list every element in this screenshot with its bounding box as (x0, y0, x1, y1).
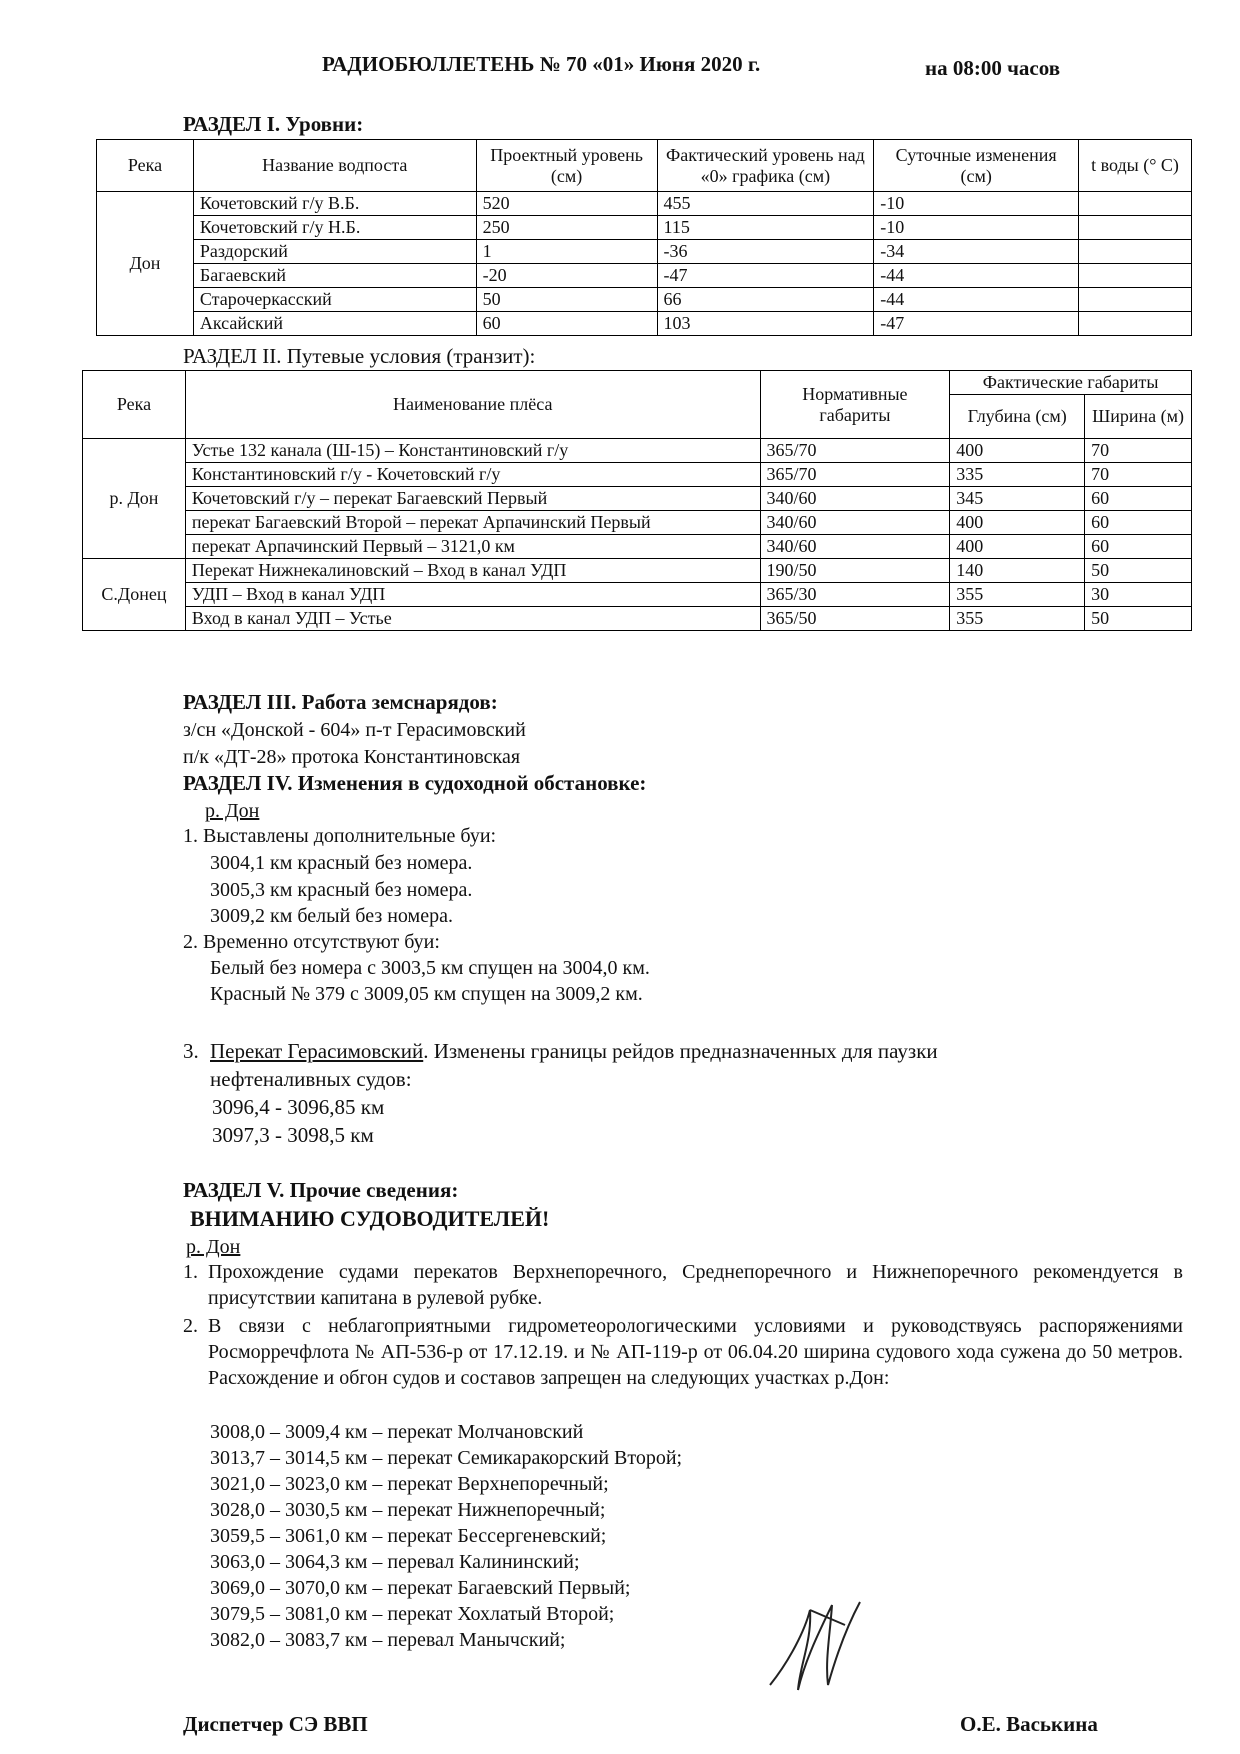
col-actual-group: Фактические габариты (950, 371, 1192, 395)
col-river: Река (97, 140, 194, 192)
width-value: 70 (1085, 439, 1192, 463)
normative-value: 340/60 (760, 511, 950, 535)
station-name: Багаевский (193, 264, 476, 288)
list-item: 1. Выставлены дополнительные буи: (183, 825, 497, 847)
daily-change: -34 (874, 240, 1079, 264)
table-row (97, 240, 1192, 264)
depth-value: 400 (950, 535, 1085, 559)
design-level: 250 (476, 216, 657, 240)
range-line: 3096,4 - 3096,85 км (212, 1095, 385, 1119)
list-item: 3082,0 – 3083,7 км – перевал Манычский; (210, 1629, 566, 1651)
normative-value: 365/30 (760, 583, 950, 607)
width-value: 70 (1085, 463, 1192, 487)
section3-title: РАЗДЕЛ III. Работа земснарядов: (183, 690, 498, 714)
reach-name: УДП – Вход в канал УДП (185, 583, 760, 607)
water-temp (1079, 264, 1192, 288)
dredger-line: з/сн «Донской - 604» п-т Герасимовский (183, 719, 526, 741)
table-row (83, 559, 1192, 583)
width-value: 30 (1085, 583, 1192, 607)
list-item: 3069,0 – 3070,0 км – перекат Багаевский Первый; (210, 1577, 631, 1599)
station-name: Старочеркасский (193, 288, 476, 312)
normative-value: 340/60 (760, 535, 950, 559)
table-row (83, 487, 1192, 511)
reach-name: перекат Арпачинский Первый – 3121,0 км (185, 535, 760, 559)
design-level: 60 (476, 312, 657, 336)
col-water-temp: t воды (° С) (1079, 140, 1192, 192)
list-item: Прохождение судами перекатов Верхнепоречного, Среднепоречного и Нижнепоречного рекомендуется в присутствии капитана в рулевой рубке. (208, 1261, 1183, 1309)
daily-change: -44 (874, 264, 1079, 288)
actual-level: 115 (657, 216, 874, 240)
range-line: 3097,3 - 3098,5 км (212, 1123, 374, 1147)
daily-change: -10 (874, 192, 1079, 216)
depth-value: 400 (950, 511, 1085, 535)
list-item: 3028,0 – 3030,5 км – перекат Нижнепоречный; (210, 1499, 606, 1521)
bulletin-time: на 08:00 часов (925, 56, 1061, 80)
river-name: С.Донец (83, 559, 186, 631)
table-row (83, 607, 1192, 631)
station-name: Кочетовский г/у В.Б. (193, 192, 476, 216)
transit-header-row-1 (83, 371, 1192, 395)
col-actual-level: Фактический уровень над «0» графика (см) (657, 140, 874, 192)
place-name: Перекат Герасимовский (210, 1039, 424, 1063)
table-row (83, 583, 1192, 607)
list-item: 3079,5 – 3081,0 км – перекат Хохлатый Второй; (210, 1603, 615, 1625)
col-width: Ширина (м) (1085, 395, 1192, 439)
list-item: 2. Временно отсутствуют буи: (183, 931, 440, 953)
reach-name: Кочетовский г/у – перекат Багаевский Первый (185, 487, 760, 511)
col-daily-change: Суточные изменения (см) (874, 140, 1079, 192)
actual-level: 103 (657, 312, 874, 336)
buoy-line: Белый без номера с 3003,5 км спущен на 3004,0 км. (210, 957, 650, 979)
water-temp (1079, 216, 1192, 240)
buoy-line: 3009,2 км белый без номера. (210, 905, 453, 927)
item-number: 1. (183, 1261, 198, 1283)
depth-value: 355 (950, 583, 1085, 607)
buoy-line: 3005,3 км красный без номера. (210, 879, 473, 901)
item-text: . Изменены границы рейдов предназначенных для паузки (423, 1039, 938, 1063)
table-row (83, 439, 1192, 463)
daily-change: -47 (874, 312, 1079, 336)
actual-level: 66 (657, 288, 874, 312)
table-row (83, 511, 1192, 535)
station-name: Раздорский (193, 240, 476, 264)
section4-title: РАЗДЕЛ IV. Изменения в судоходной обстановке: (183, 771, 647, 795)
width-value: 60 (1085, 487, 1192, 511)
width-value: 60 (1085, 511, 1192, 535)
dredger-line: п/к «ДТ-28» протока Константиновская (183, 746, 521, 768)
list-item (183, 1038, 938, 1065)
design-level: 50 (476, 288, 657, 312)
list-item: 3008,0 – 3009,4 км – перекат Молчановский (210, 1421, 584, 1443)
bulletin-title: РАДИОБЮЛЛЕТЕНЬ № 70 «01» Июня 2020 г. (322, 52, 761, 76)
section1-title: РАЗДЕЛ I. Уровни: (183, 112, 364, 136)
item-text-line: нефтеналивных судов: (210, 1067, 412, 1091)
design-level: 520 (476, 192, 657, 216)
water-temp (1079, 240, 1192, 264)
list-item: 3063,0 – 3064,3 км – перевал Калининский; (210, 1551, 580, 1573)
design-level: -20 (476, 264, 657, 288)
table-row (97, 264, 1192, 288)
levels-header-row (97, 140, 1192, 192)
reach-name: Константиновский г/у - Кочетовский г/у (185, 463, 760, 487)
river-name: р. Дон (83, 439, 186, 559)
normative-value: 190/50 (760, 559, 950, 583)
col-design-level: Проектный уровень (см) (476, 140, 657, 192)
width-value: 50 (1085, 607, 1192, 631)
section2-title: РАЗДЕЛ II. Путевые условия (транзит): (183, 344, 536, 368)
river-name: Дон (97, 192, 194, 336)
signature-mark (750, 1590, 880, 1700)
river-label: р. Дон (205, 800, 260, 822)
table-row (97, 216, 1192, 240)
list-item: В связи с неблагоприятными гидрометеорологическими условиями и руководствуясь распоряжениями Росморречфлота № АП-536-р от 17.12.19. и № АП-119-р от 06.04.20 ширина судового хода сужена до 50 метров. Расхождение и обгон судов и составов запрещен на следующих участках р.Дон: (208, 1315, 1183, 1389)
table-row (83, 535, 1192, 559)
reach-name: Устье 132 канала (Ш-15) – Константиновский г/у (185, 439, 760, 463)
item-number: 2. (183, 1315, 198, 1337)
col-station: Название водпоста (193, 140, 476, 192)
section5-title: РАЗДЕЛ V. Прочие сведения: (183, 1178, 459, 1202)
normative-value: 365/70 (760, 439, 950, 463)
river-label: р. Дон (186, 1236, 241, 1258)
reach-name: перекат Багаевский Второй – перекат Арпачинский Первый (185, 511, 760, 535)
table-row (83, 463, 1192, 487)
col-depth: Глубина (см) (950, 395, 1085, 439)
depth-value: 140 (950, 559, 1085, 583)
daily-change: -10 (874, 216, 1079, 240)
water-temp (1079, 288, 1192, 312)
normative-value: 340/60 (760, 487, 950, 511)
list-item: 3021,0 – 3023,0 км – перекат Верхнепоречный; (210, 1473, 609, 1495)
actual-level: -36 (657, 240, 874, 264)
buoy-line: Красный № 379 с 3009,05 км спущен на 3009,2 км. (210, 983, 643, 1005)
col-reach: Наименование плёса (185, 371, 760, 439)
station-name: Аксайский (193, 312, 476, 336)
depth-value: 345 (950, 487, 1085, 511)
reach-name: Вход в канал УДП – Устье (185, 607, 760, 631)
width-value: 50 (1085, 559, 1192, 583)
depth-value: 400 (950, 439, 1085, 463)
actual-level: -47 (657, 264, 874, 288)
dispatcher-label: Диспетчер СЭ ВВП (183, 1712, 368, 1736)
design-level: 1 (476, 240, 657, 264)
reach-name: Перекат Нижнекалиновский – Вход в канал УДП (185, 559, 760, 583)
item-number: 3. (183, 1039, 199, 1063)
list-item: 3059,5 – 3061,0 км – перекат Бессергеневский; (210, 1525, 607, 1547)
table-row (97, 288, 1192, 312)
list-item: 3013,7 – 3014,5 км – перекат Семикаракорский Второй; (210, 1447, 683, 1469)
col-normative: Нормативные габариты (760, 371, 950, 439)
actual-level: 455 (657, 192, 874, 216)
table-row (97, 312, 1192, 336)
table-row (97, 192, 1192, 216)
depth-value: 355 (950, 607, 1085, 631)
normative-value: 365/70 (760, 463, 950, 487)
depth-value: 335 (950, 463, 1085, 487)
attention-heading: ВНИМАНИЮ СУДОВОДИТЕЛЕЙ! (190, 1206, 550, 1231)
dispatcher-name: О.Е. Васькина (960, 1712, 1098, 1736)
water-temp (1079, 192, 1192, 216)
levels-table (96, 139, 1192, 336)
col-river: Река (83, 371, 186, 439)
station-name: Кочетовский г/у Н.Б. (193, 216, 476, 240)
buoy-line: 3004,1 км красный без номера. (210, 852, 473, 874)
daily-change: -44 (874, 288, 1079, 312)
width-value: 60 (1085, 535, 1192, 559)
restricted-section-list (210, 1419, 682, 1653)
transit-table (82, 370, 1192, 631)
water-temp (1079, 312, 1192, 336)
normative-value: 365/50 (760, 607, 950, 631)
